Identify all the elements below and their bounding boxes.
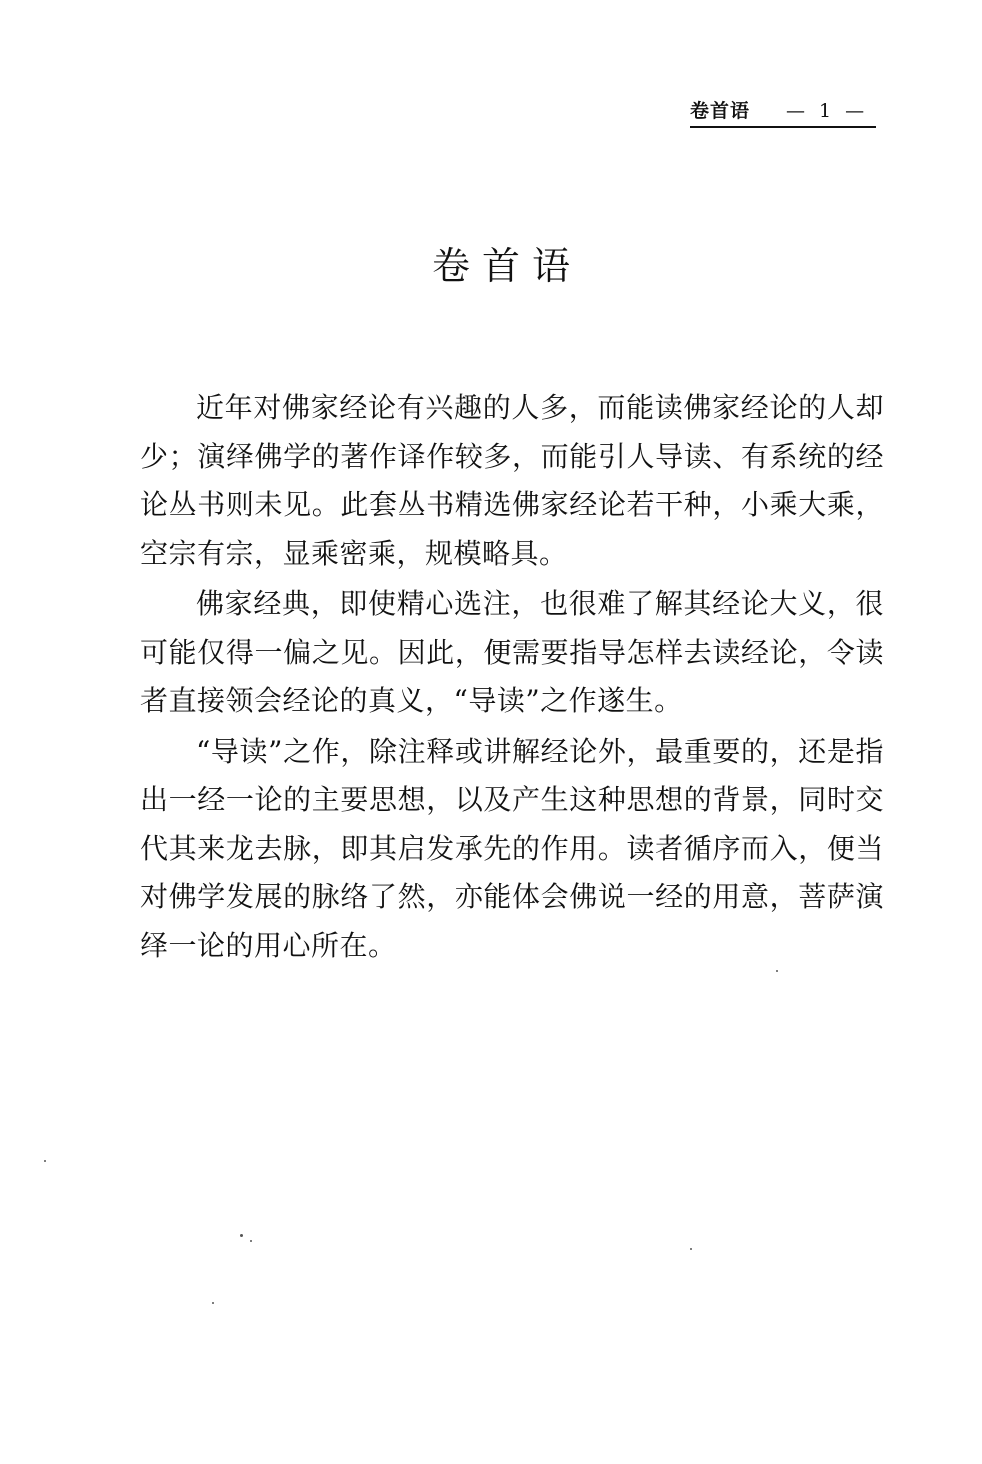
body-text	[140, 384, 884, 972]
scan-speck	[776, 970, 778, 972]
scan-speck	[250, 1240, 252, 1242]
paragraph: 佛家经典，即使精心选注，也很难了解其经论大义，很可能仅得一偏之见。因此，便需要指导怎样去读经论，令读者直接领会经论的真义，“导读”之作遂生。	[140, 587, 884, 717]
header-section-title: 卷首语	[690, 100, 751, 122]
scan-speck	[212, 1302, 214, 1304]
paragraph: 近年对佛家经论有兴趣的人多，而能读佛家经论的人却少；演绎佛学的著作译作较多，而能引人导读、有系统的经论丛书则未见。此套丛书精选佛家经论若干种，小乘大乘，空宗有宗，显乘密乘，规模略具。	[140, 391, 884, 570]
scan-speck	[240, 1234, 243, 1237]
scan-speck	[690, 1248, 692, 1250]
chapter-title: 卷首语	[431, 244, 582, 288]
running-header	[690, 96, 876, 128]
scan-speck	[44, 1160, 46, 1162]
header-page-number: — 1 —	[786, 100, 869, 122]
paragraph: “导读”之作，除注释或讲解经论外，最重要的，还是指出一经一论的主要思想，以及产生这种思想的背景，同时交代其来龙去脉，即其启发承先的作用。读者循序而入，便当对佛学发展的脉络了然，亦能体会佛说一经的用意，菩萨演绎一论的用心所在。	[140, 734, 884, 962]
